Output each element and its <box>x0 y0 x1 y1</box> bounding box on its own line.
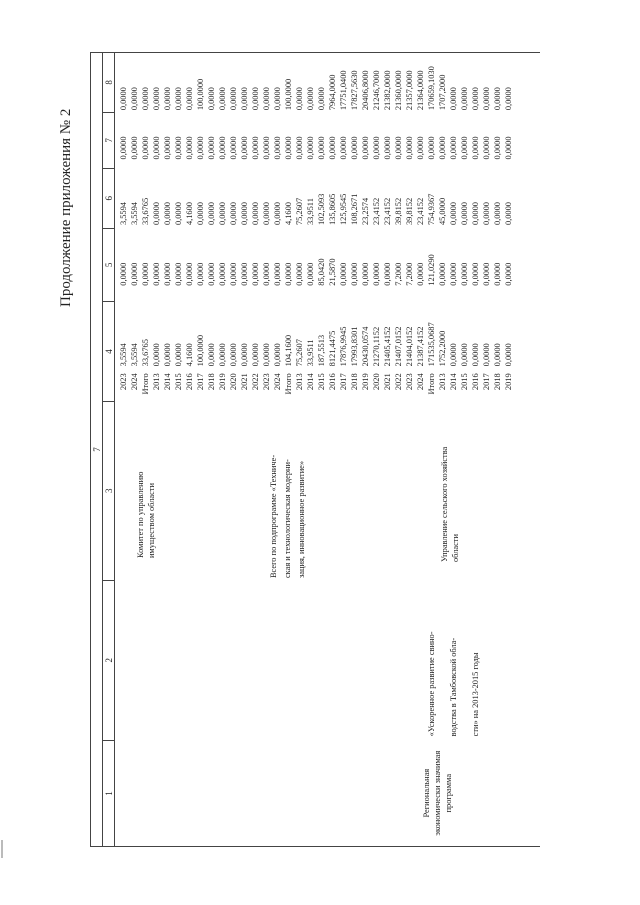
federal-budget-values: 0,0000 0,0000 0,0000 0,0000 0,0000 0,0000 0,0000 0,0000 0,0000 0,0000 0,0000 0,0000 0,0000 0,0000 0,0000 0,0000 0,0000 0,0000 85,0420 21,5870 0,0000 0,0000 0,0000 0,0000 0,0000 7,2000 7,2000 0,0000 121,0290 0,0000 0,0000 0,0000 0,0000 0,0000 0,0000 0,0000 <box>119 254 513 286</box>
regional-budget-values: 3,5594 3,5594 33,6765 0,0000 0,0000 0,0000 4,1600 0,0000 0,0000 0,0000 0,0000 0,0000 0,0000 0,0000 0,0000 4,1600 75,2607 33,9511 102,5093 135,8605 125,9545 108,2671 23,2574 23,4152 23,4152 39,8152 39,8152 23,4152 754,9367 45,0000 0,0000 0,0000 0,0000 0,0000 0,0000 0,0000 <box>119 193 513 226</box>
column-number: 2 <box>103 580 115 740</box>
total-amount-values: 3,5594 3,5594 33,6765 0,0000 0,0000 0,0000 4,1600 100,0000 0,0000 0,0000 0,0000 0,0000 0,0000 0,0000 0,0000 104,1600 75,2607 33,9511 187,5513 8121,4475 17876,9945 17993,8301 20430,0574 21270,1152 21405,4152 21407,0152 21404,0152 21387,4152 171535,0687 1752,2000 0,0000 0,0000 0,0000 0,0000 0,0000 0,0000 <box>119 322 513 367</box>
budget-table <box>90 52 540 847</box>
subprogramme-total-label: Всего по подпрограмме «Техниче- ская и технологическая модерни- зация, инновационное развитие» <box>269 454 306 579</box>
group-header-row <box>91 53 103 847</box>
column-number: 7 <box>103 112 115 168</box>
scan-edge-mark <box>1 840 3 858</box>
column-number-row <box>103 53 115 847</box>
column-number: 1 <box>103 740 115 846</box>
rotated-table-content <box>58 42 545 857</box>
column-number: 8 <box>103 53 115 113</box>
responsible-executor-lower: Управление сельского хозяйства области <box>440 446 460 563</box>
extrabudgetary-values: 0,0000 0,0000 0,0000 0,0000 0,0000 0,0000 0,0000 100,0000 0,0000 0,0000 0,0000 0,0000 0,0000 0,0000 0,0000 100,0000 0,0000 0,0000 0,0000 7964,0000 17751,0400 17827,5630 20406,8000 21246,7000 21382,0000 21360,0000 21357,0000 21364,0000 170659,1030 1707,2000 0,0000 0,0000 0,0000 0,0000 0,0000 0,0000 <box>119 66 513 111</box>
programme-name-cell <box>115 580 541 740</box>
year-and-total-cell <box>115 302 541 402</box>
group-header-cell: 7 <box>91 53 103 847</box>
programme-name: «Ускоренное развитие свино- водства в Тамбовской обла- сти» на 2013-2015 годы <box>427 631 480 737</box>
extrabudgetary-cell <box>115 53 541 113</box>
column-number: 5 <box>103 228 115 302</box>
responsible-executor-upper: Комитет по управлению имуществом области <box>136 471 156 559</box>
column-number: 3 <box>103 401 115 580</box>
year-list: 2023 2024 Итого 2013 2014 2015 2016 2017 2018 2019 2020 2021 2022 2023 2024 Итого 2013 2014 2015 2016 2017 2018 2019 2020 2021 2022 2023 2024 Итого 2013 2014 2015 2016 2017 2018 2019 <box>119 373 513 395</box>
local-budget-cell <box>115 112 541 168</box>
local-budget-values: 0,0000 0,0000 0,0000 0,0000 0,0000 0,0000 0,0000 0,0000 0,0000 0,0000 0,0000 0,0000 0,0000 0,0000 0,0000 0,0000 0,0000 0,0000 0,0000 0,0000 0,0000 0,0000 0,0000 0,0000 0,0000 0,0000 0,0000 0,0000 0,0000 0,0000 0,0000 0,0000 0,0000 0,0000 0,0000 0,0000 <box>119 136 513 160</box>
federal-budget-cell <box>115 228 541 302</box>
responsible-cell <box>115 401 541 580</box>
regional-budget-cell <box>115 168 541 228</box>
table-body-row <box>115 53 541 847</box>
programme-type-label: Региональная экономически значимая программа <box>422 750 453 836</box>
programme-type-cell <box>115 740 541 846</box>
column-number: 4 <box>103 302 115 402</box>
annex-title: Продолжение приложения № 2 <box>58 108 74 307</box>
column-number: 6 <box>103 168 115 228</box>
